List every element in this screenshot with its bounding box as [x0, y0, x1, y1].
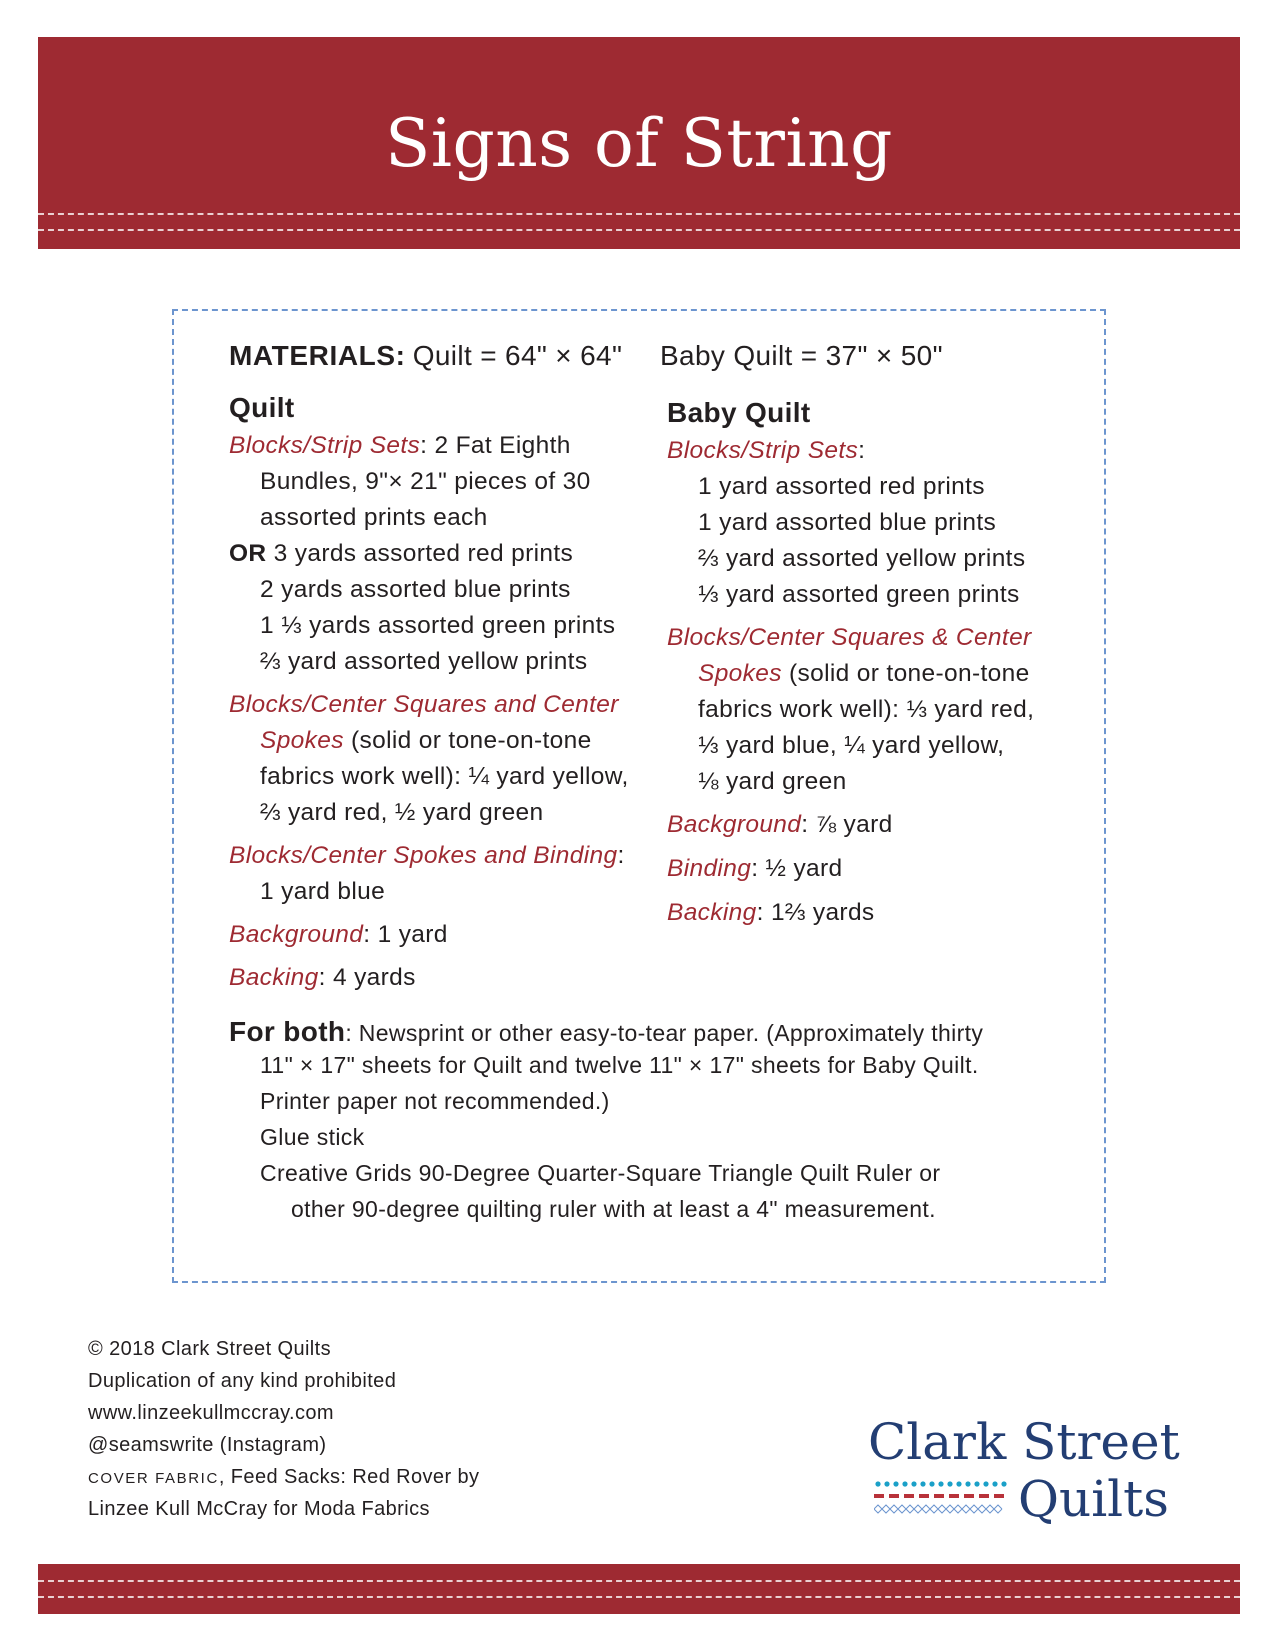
logo-blue-zigzag [874, 1505, 1002, 1513]
quilt-center-label: Blocks/Center Squares and Center [229, 691, 619, 718]
copyright: © 2018 Clark Street Quilts [88, 1338, 332, 1360]
baby-strip-sets [667, 437, 865, 465]
logo-teal-dots [875, 1481, 1006, 1486]
baby-background-text: : ⅞ yard [801, 811, 893, 838]
baby-backing [667, 899, 875, 927]
quilt-or-line [229, 540, 573, 568]
quilt-heading: Quilt [229, 392, 295, 423]
quilt-strip-label: Blocks/Strip Sets [229, 432, 421, 459]
for-both-text: : Newsprint or other easy-to-tear paper. (Approximately thirty [345, 1020, 984, 1046]
quilt-size: Quilt = 64" × 64" [412, 340, 623, 371]
fabric-credit: Linzee Kull McCray for Moda Fabrics [88, 1498, 430, 1520]
cover-fabric-label: COVER FABRIC [88, 1470, 219, 1487]
baby-backing-label: Backing [667, 899, 757, 926]
quilt-or-item: 1 ⅓ yards assorted green prints [260, 612, 616, 639]
quilt-center-text: ⅔ yard red, ½ yard green [260, 799, 544, 826]
baby-background-label: Background [667, 811, 802, 838]
quilt-background-label: Background [229, 921, 364, 948]
quilt-background-text: : 1 yard [363, 921, 448, 948]
duplication-notice: Duplication of any kind prohibited [88, 1370, 397, 1392]
quilt-binding-text: 1 yard blue [260, 878, 386, 905]
logo-quilts: Quilts [1018, 1470, 1169, 1528]
banner-stitch-line [38, 213, 1240, 215]
baby-center-text: ⅛ yard green [698, 768, 847, 795]
quilt-binding-label: Blocks/Center Spokes and Binding [229, 842, 618, 869]
for-both-cont: other 90-degree quilting ruler with at least a 4" measurement. [291, 1196, 936, 1222]
quilt-backing-label: Backing [229, 964, 319, 991]
for-both-label: For both [229, 1016, 346, 1047]
banner-stitch-line [38, 1580, 1240, 1582]
baby-heading: Baby Quilt [667, 397, 811, 428]
baby-center-label: Blocks/Center Squares & Center [667, 624, 1032, 651]
baby-quilt-size: Baby Quilt = 37" × 50" [660, 340, 943, 371]
logo-stitch-graphic [874, 1480, 1014, 1516]
baby-center-line [698, 660, 1030, 688]
for-both-cont: Printer paper not recommended.) [260, 1088, 610, 1114]
baby-backing-text: : 1⅔ yards [756, 899, 875, 926]
or-label: OR [229, 540, 267, 567]
baby-binding-label: Binding [667, 855, 752, 882]
quilt-background [229, 921, 448, 949]
cover-fabric-line [88, 1466, 479, 1489]
quilt-center-text: fabrics work well): ¼ yard yellow, [260, 763, 629, 790]
baby-center-text: ⅓ yard blue, ¼ yard yellow, [698, 732, 1005, 759]
baby-spokes-label: Spokes [698, 660, 782, 687]
page-title: Signs of String [385, 105, 893, 182]
quilt-strip-cont: assorted prints each [260, 504, 488, 531]
baby-center-text: fabrics work well): ⅓ yard red, [698, 696, 1035, 723]
baby-strip-item: 1 yard assorted red prints [698, 473, 985, 500]
quilt-backing-text: : 4 yards [318, 964, 416, 991]
materials-label: MATERIALS: [229, 340, 406, 371]
quilt-or-item: 2 yards assorted blue prints [260, 576, 571, 603]
quilt-binding-colon: : [617, 842, 625, 869]
banner-stitch-line [38, 229, 1240, 231]
quilt-strip-cont: Bundles, 9"× 21" pieces of 30 [260, 468, 591, 495]
baby-strip-colon: : [858, 437, 866, 464]
logo-clark-street: Clark Street [868, 1413, 1180, 1471]
quilt-center-text: (solid or tone-on-tone [343, 727, 592, 754]
or-text: 3 yards assorted red prints [266, 540, 574, 567]
for-both-item: Glue stick [260, 1124, 365, 1150]
quilt-center-line [260, 727, 592, 755]
quilt-strip-sets [229, 432, 571, 460]
quilt-or-item: ⅔ yard assorted yellow prints [260, 648, 588, 675]
baby-binding [667, 855, 843, 883]
baby-strip-item: ⅓ yard assorted green prints [698, 581, 1020, 608]
materials-line [229, 340, 622, 372]
bottom-banner [38, 1564, 1240, 1614]
baby-strip-label: Blocks/Strip Sets [667, 437, 859, 464]
baby-strip-item: 1 yard assorted blue prints [698, 509, 997, 536]
baby-strip-item: ⅔ yard assorted yellow prints [698, 545, 1026, 572]
baby-background [667, 811, 893, 839]
quilt-strip-text: : 2 Fat Eighth [420, 432, 571, 459]
quilt-spokes-label: Spokes [260, 727, 344, 754]
website-link[interactable]: www.linzeekullmccray.com [88, 1402, 334, 1424]
quilt-binding-line [229, 842, 625, 870]
cover-fabric-text: , Feed Sacks: Red Rover by [218, 1466, 480, 1488]
baby-center-text: (solid or tone-on-tone [781, 660, 1030, 687]
for-both-line [229, 1016, 983, 1048]
banner-stitch-line [38, 1596, 1240, 1598]
for-both-cont: 11" × 17" sheets for Quilt and twelve 11" × 17" sheets for Baby Quilt. [260, 1052, 979, 1078]
instagram-handle[interactable]: @seamswrite (Instagram) [88, 1434, 327, 1456]
quilt-backing [229, 964, 416, 992]
title-banner [38, 37, 1240, 249]
for-both-item: Creative Grids 90-Degree Quarter-Square Triangle Quilt Ruler or [260, 1160, 941, 1186]
baby-binding-text: : ½ yard [751, 855, 843, 882]
